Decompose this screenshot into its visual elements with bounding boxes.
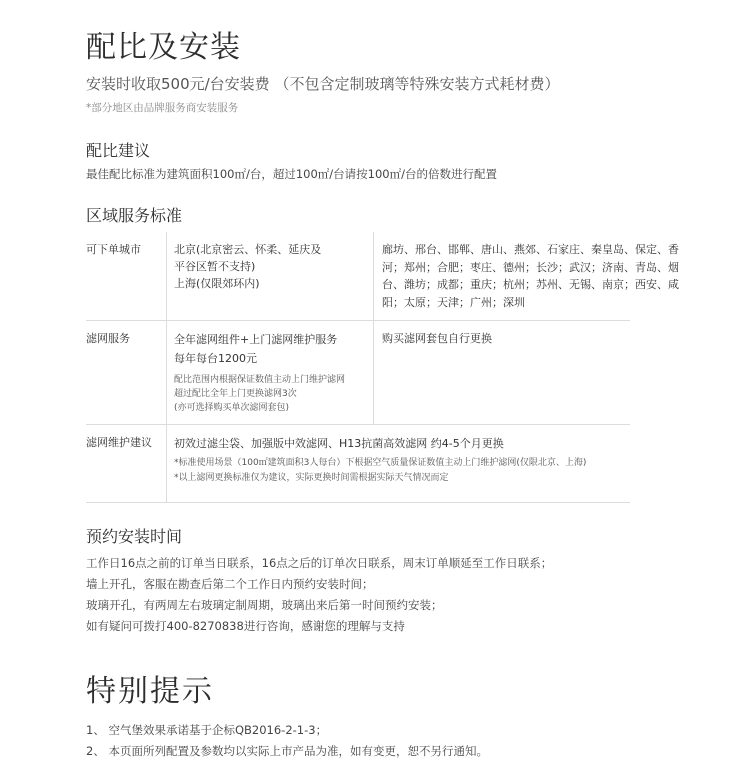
cities-middle <box>174 241 321 292</box>
ratio-text: 最佳配比标准为建筑面积100㎡/台，超过100㎡/台请按100㎡/台的倍数进行配置 <box>86 167 497 181</box>
maintenance-main: 初效过滤尘袋、加强版中效滤网、H13抗菌高效滤网 约4-5个月更换 <box>174 437 504 450</box>
service-note: *部分地区由品牌服务商安装服务 <box>86 102 239 114</box>
city-line: 上海(仅限郊环内) <box>174 277 260 290</box>
ratio-heading: 配比建议 <box>86 141 151 160</box>
column-divider <box>373 321 374 424</box>
city-line: 廊坊、邢台、邯郸、唐山、燕郊、石家庄、秦皇岛、保定、香 <box>382 243 679 256</box>
booking-line: 如有疑问可拨打400-8270838进行咨询，感谢您的理解与支持 <box>86 619 405 633</box>
filter-service-middle <box>174 330 345 415</box>
city-line: 台、潍坊；成都；重庆；杭州；苏州、无锡、南京；西安、咸 <box>382 278 679 291</box>
column-divider <box>166 321 167 424</box>
filter-service-note: 配比范围内根据保证数值主动上门维护滤网 <box>174 375 346 385</box>
maintenance-note: *标准使用场景（100㎡建筑面积3人每台）下根据空气质量保证数值主动上门维护滤网(仅限北京、上海) <box>174 458 587 468</box>
region-heading: 区域服务标准 <box>86 206 183 225</box>
booking-line: 墙上开孔，客服在勘查后第二个工作日内预约安装时间； <box>86 577 374 591</box>
table-row <box>86 425 630 503</box>
filter-service-line: 全年滤网组件+上门滤网维护服务 <box>174 333 338 346</box>
maintenance-content <box>174 434 586 486</box>
filter-service-price: 每年每台1200元 <box>174 352 257 365</box>
row-label-filter-service: 滤网服务 <box>86 332 130 345</box>
column-divider <box>373 232 374 320</box>
filter-service-right: 购买滤网套包自行更换 <box>382 332 492 345</box>
city-line: 阳；太原；天津；广州；深圳 <box>382 295 525 309</box>
page-title: 配比及安装 <box>86 30 241 65</box>
city-line: 河；郑州；合肥；枣庄、德州；长沙；武汉；济南、青岛、烟 <box>382 260 679 274</box>
column-divider <box>166 425 167 502</box>
notice-item: 1、 空气堡效果承诺基于企标QB2016-2-1-3； <box>86 723 328 737</box>
filter-service-note: (亦可选择购买单次滤网套包) <box>174 403 290 413</box>
filter-service-note: 超过配比全年上门更换滤网3次 <box>174 389 297 399</box>
row-label-maintenance: 滤网维护建议 <box>86 436 152 449</box>
booking-heading: 预约安装时间 <box>86 527 183 546</box>
cities-right <box>382 241 679 311</box>
service-table <box>86 232 679 503</box>
booking-line: 工作日16点之前的订单当日联系，16点之后的订单次日联系，周末订单顺延至工作日联系； <box>86 556 553 570</box>
booking-line: 玻璃开孔，有两周左右玻璃定制周期，玻璃出来后第一时间预约安装； <box>86 598 443 612</box>
city-line: 北京(北京密云、怀柔、延庆及 <box>174 243 322 256</box>
row-label-cities: 可下单城市 <box>86 243 141 256</box>
table-row <box>86 321 630 425</box>
installation-fee-text: 安装时收取500元/台安装费 （不包含定制玻璃等特殊安装方式耗材费） <box>86 75 560 93</box>
notice-item: 2、 本页面所列配置及参数均以实际上市产品为准，如有变更，恕不另行通知。 <box>86 744 488 758</box>
city-line: 平谷区暂不支持) <box>174 260 256 273</box>
special-notice-title: 特别提示 <box>86 674 214 709</box>
table-row <box>86 232 679 321</box>
maintenance-note: *以上滤网更换标准仅为建议，实际更换时间需根据实际天气情况而定 <box>174 473 449 483</box>
column-divider <box>166 232 167 320</box>
